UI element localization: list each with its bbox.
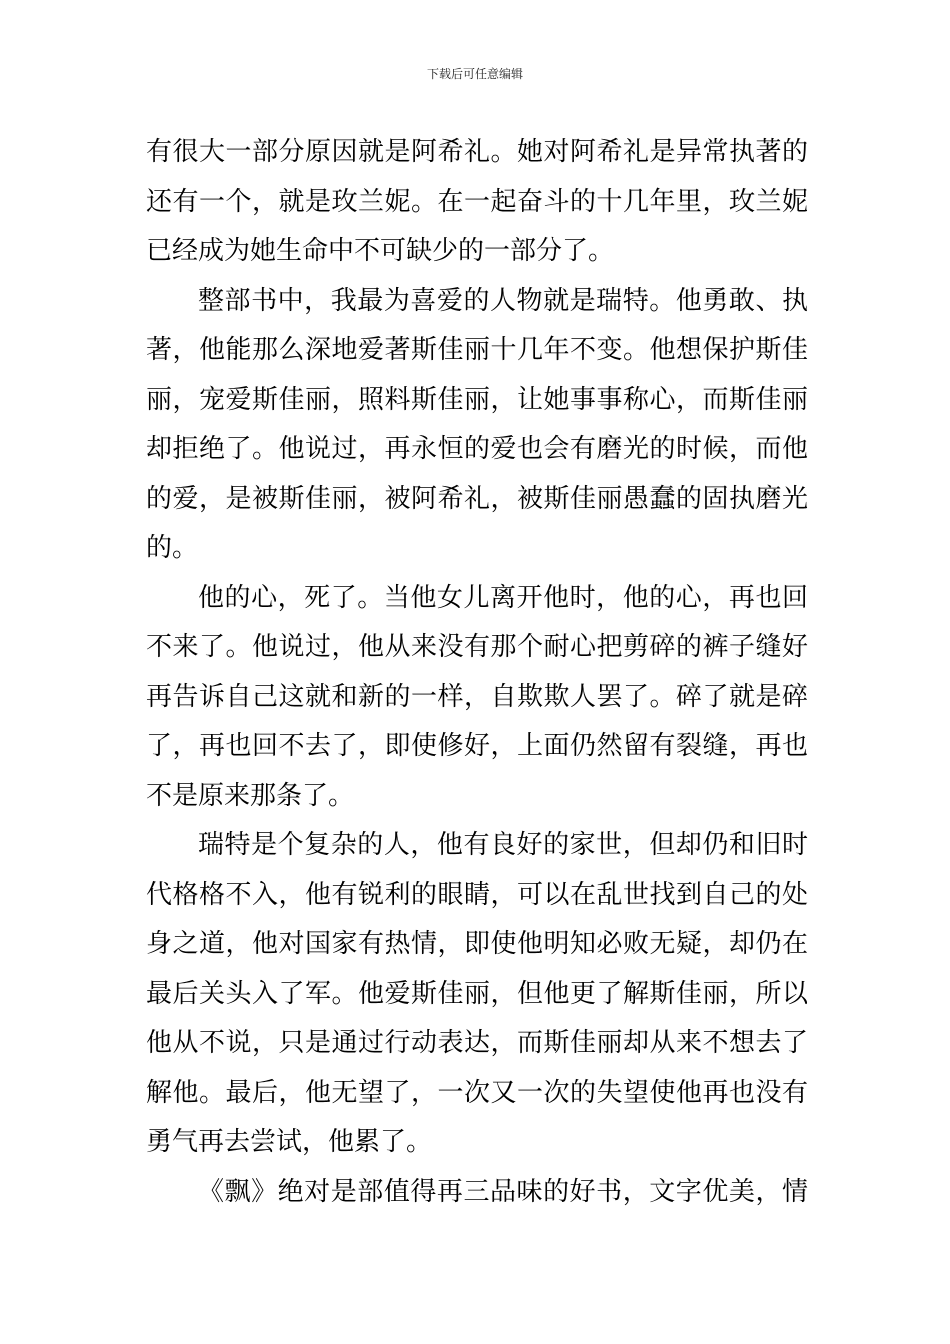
page-header: 下载后可任意编辑 [426, 67, 523, 81]
text-line: 还有一个，就是玫兰妮。在一起奋斗的十几年里，玫兰妮 [146, 186, 808, 217]
text-line: 了，再也回不去了，即使修好，上面仍然留有裂缝，再也 [146, 731, 808, 761]
text-line: 有很大一部分原因就是阿希礼。她对阿希礼是异常执著的 [146, 137, 808, 167]
text-line: 他的心，死了。当他女儿离开他时，他的心，再也回 [198, 582, 808, 613]
text-line: 著，他能那么深地爱著斯佳丽十几年不变。他想保护斯佳 [146, 335, 808, 365]
text-line: 的。 [146, 533, 199, 563]
paragraph [146, 1168, 808, 1218]
text-line: 不来了。他说过，他从来没有那个耐心把剪碎的裤子缝好 [146, 632, 808, 662]
text-line: 身之道，他对国家有热情，即使他明知必败无疑，却仍在 [146, 929, 808, 959]
text-line: 的爱，是被斯佳丽，被阿希礼，被斯佳丽愚蠢的固执磨光 [146, 483, 808, 514]
document-body [146, 128, 808, 1217]
text-line: 代格格不入，他有锐利的眼睛，可以在乱世找到自己的处 [146, 879, 808, 910]
text-line: 解他。最后，他无望了，一次又一次的失望使他再也没有 [146, 1077, 808, 1108]
text-line: 瑞特是个复杂的人，他有良好的家世，但却仍和旧时 [198, 830, 808, 860]
paragraph [146, 821, 808, 1168]
text-line: 再告诉自己这就和新的一样，自欺欺人罢了。碎了就是碎 [146, 681, 808, 712]
text-line: 最后关头入了军。他爱斯佳丽，但他更了解斯佳丽，所以 [146, 978, 808, 1009]
text-line: 勇气再去尝试，他累了。 [146, 1127, 433, 1157]
paragraph [146, 574, 808, 822]
text-line: 他从不说，只是通过行动表达，而斯佳丽却从来不想去了 [146, 1028, 808, 1058]
text-line: 不是原来那条了。 [146, 780, 355, 811]
text-line: 却拒绝了。他说过，再永恒的爱也会有磨光的时候，而他 [146, 434, 808, 464]
paragraph [146, 277, 808, 574]
text-line: 已经成为她生命中不可缺少的一部分了。 [146, 236, 615, 266]
text-line: 丽，宠爱斯佳丽，照料斯佳丽，让她事事称心，而斯佳丽 [146, 384, 808, 415]
paragraph [146, 128, 808, 277]
text-line: 整部书中，我最为喜爱的人物就是瑞特。他勇敢、执 [198, 285, 808, 316]
text-line: 《飘》绝对是部值得再三品味的好书，文字优美，情 [198, 1176, 808, 1207]
